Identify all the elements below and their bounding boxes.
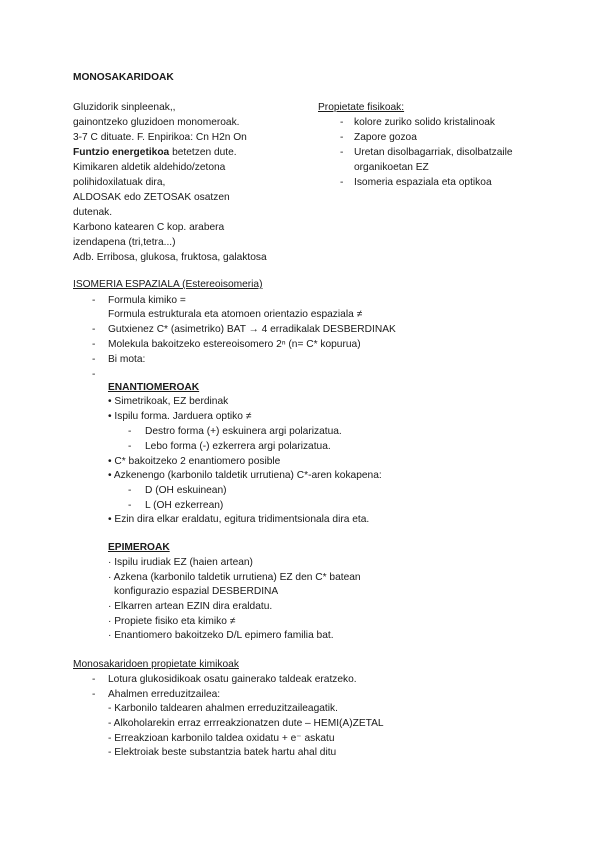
physical-heading: Propietate fisikoak: [318, 102, 405, 113]
physical-item: organikoetan EZ [354, 162, 429, 173]
epimero-heading: EPIMEROAK [108, 542, 170, 553]
dash-bullet: - [92, 689, 96, 700]
chemical-subitem: - Elektroiak beste substantzia batek hartu ahal ditu [108, 747, 337, 758]
enantiomero-heading: ENANTIOMEROAK [108, 382, 200, 393]
enantiomero-item: • C* bakoitzeko 2 enantiomero posible [108, 456, 281, 467]
chemical-subitem: - Alkoholarekin erraz errreakzionatzen dute – HEMI(A)ZETAL [108, 718, 384, 729]
physical-item: Zapore gozoa [354, 132, 417, 143]
page-title: MONOSAKARIDOAK [73, 72, 174, 83]
chemical-subitem: - Karbonilo taldearen ahalmen erreduzitzaileagatik. [108, 703, 338, 714]
epimero-item: · Azkena (karbonilo taldetik urrutiena) EZ den C* batean [108, 572, 361, 583]
isomeria-item: Gutxienez C* (asimetriko) BAT → 4 erradikalak DESBERDINAK [108, 324, 396, 335]
dash-bullet: - [92, 295, 96, 306]
physical-item: Isomeria espaziala eta optikoa [354, 177, 492, 188]
intro-line: gainontzeko gluzidoen monomeroak. [73, 117, 240, 128]
intro-line: Gluzidorik sinpleenak,, [73, 102, 176, 113]
isomeria-item: Molekula bakoitzeko estereoisomero 2ⁿ (n= C* kopurua) [108, 339, 361, 350]
dash-bullet: - [92, 324, 96, 335]
intro-line: izendapena (tri,tetra...) [73, 237, 176, 248]
epimero-item: · Elkarren artean EZIN dira eraldatu. [108, 601, 273, 612]
dash-bullet: - [340, 177, 344, 188]
intro-line: polihidoxilatuak dira, [73, 177, 166, 188]
isomeria-item: Bi mota: [108, 354, 146, 365]
isomeria-item: Formula estrukturala eta atomoen orientazio espaziala ≠ [108, 309, 363, 320]
dash-bullet: - [92, 354, 96, 365]
intro-line: 3-7 C dituate. F. Enpirikoa: Cn H2n On [73, 132, 247, 143]
dash-bullet: - [128, 485, 132, 496]
dash-bullet: - [92, 674, 96, 685]
enantiomero-item: • Ezin dira elkar eraldatu, egitura tridimentsionala dira eta. [108, 514, 370, 525]
enantiomero-subitem: Destro forma (+) eskuinera argi polarizatua. [145, 426, 342, 437]
chemical-item: Lotura glukosidikoak osatu gainerako taldeak eratzeko. [108, 674, 357, 685]
chemical-item: Ahalmen erreduzitzailea: [108, 689, 221, 700]
enantiomero-subitem: D (OH eskuinean) [145, 485, 227, 496]
intro-line: Kimikaren aldetik aldehido/zetona [73, 162, 226, 173]
dash-bullet: - [128, 441, 132, 452]
dash-bullet: - [128, 426, 132, 437]
chemical-subitem: - Erreakzioan karbonilo taldea oxidatu + e⁻ askatu [108, 733, 335, 744]
physical-item: Uretan disolbagarriak, disolbatzaile [354, 147, 513, 158]
dash-bullet: - [92, 339, 96, 350]
isomeria-item: Formula kimiko = [108, 295, 186, 306]
intro-line [73, 147, 237, 159]
intro-bold-term: Funtzio energetikoa [73, 147, 170, 158]
dash-bullet: - [340, 132, 344, 143]
enantiomero-item: • Azkenengo (karbonilo taldetik urrutiena) C*-aren kokapena: [108, 470, 382, 481]
intro-text: betetzen dute. [169, 147, 237, 158]
epimero-item: · Propiete fisiko eta kimiko ≠ [108, 616, 236, 627]
epimero-item: · Enantiomero bakoitzeko D/L epimero familia bat. [108, 630, 334, 641]
epimero-item: · Ispilu irudiak EZ (haien artean) [108, 557, 253, 568]
chemical-heading: Monosakaridoen propietate kimikoak [73, 659, 239, 670]
enantiomero-item: • Ispilu forma. Jarduera optiko ≠ [108, 411, 252, 422]
isomeria-heading: ISOMERIA ESPAZIALA (Estereoisomeria) [73, 279, 263, 290]
physical-item: kolore zuriko solido kristalinoak [354, 117, 495, 128]
intro-line: Karbono katearen C kop. arabera [73, 222, 225, 233]
intro-line: Adb. Erribosa, glukosa, fruktosa, galaktosa [73, 252, 267, 263]
dash-bullet: - [340, 117, 344, 128]
enantiomero-subitem: L (OH ezkerrean) [145, 500, 224, 511]
enantiomero-subitem: Lebo forma (-) ezkerrera argi polarizatua. [145, 441, 331, 452]
intro-line: dutenak. [73, 207, 113, 218]
epimero-item: konfigurazio espazial DESBERDINA [114, 586, 279, 597]
dash-bullet: - [340, 147, 344, 158]
dash-bullet: - [92, 369, 96, 380]
enantiomero-item: • Simetrikoak, EZ berdinak [108, 396, 229, 407]
intro-line: ALDOSAK edo ZETOSAK osatzen [73, 192, 230, 203]
dash-bullet: - [128, 500, 132, 511]
